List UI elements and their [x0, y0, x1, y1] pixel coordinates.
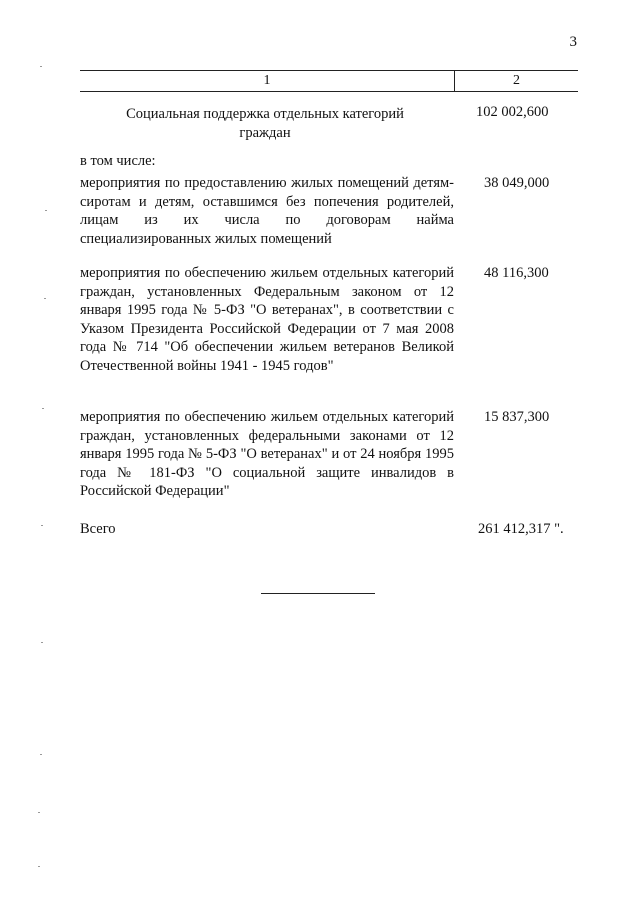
scan-dot — [42, 408, 44, 409]
scan-dot — [38, 812, 40, 813]
scan-dot — [45, 210, 47, 211]
scan-dot — [38, 866, 40, 867]
table-row: мероприятия по предоставлению жилых помещений детям-сиротам и детям, оставшимся без попечения родителей, лицам из их числа по договорам найма специализированных жилых помещений — [80, 175, 454, 247]
including-label: в том числе: — [80, 153, 156, 169]
footer-line — [261, 593, 375, 594]
table-header — [80, 70, 578, 92]
scan-dot — [41, 525, 43, 526]
scan-dot — [44, 298, 46, 299]
total-label: Всего — [80, 521, 116, 537]
page-number: 3 — [569, 34, 577, 50]
scan-dot — [41, 642, 43, 643]
table-row-value: 38 049,000 — [484, 175, 550, 191]
table-row-value: 48 116,300 — [484, 265, 549, 281]
section-heading-value: 102 002,600 — [476, 104, 549, 120]
table-row-value: 15 837,300 — [484, 409, 550, 425]
table-row: мероприятия по обеспечению жильем отдельных категорий граждан, установленных Федеральным законом от 12 января 1995 года № 5-ФЗ "О ветеранах", в соответствии с Указом Президента Российской Федерации от 7 мая 2008 года № 714 "Об обеспечении жильем ветеранов Великой Отечественной войны 1941 - 1945 годов" — [80, 265, 454, 374]
section-heading: Социальная поддержка отдельных категорий граждан — [126, 106, 404, 141]
scan-dot — [40, 754, 42, 755]
scan-dot — [40, 66, 42, 67]
total-value: 261 412,317 ". — [478, 521, 564, 537]
column-2-number: 2 — [513, 73, 520, 88]
table-row: мероприятия по обеспечению жильем отдельных категорий граждан, установленных федеральными законами от 12 января 1995 года № 5-ФЗ "О ветеранах" и от 24 ноября 1995 года № 181-ФЗ "О социальной защите инвалидов в Российской Федерации" — [80, 409, 454, 499]
column-1-number: 1 — [263, 73, 271, 88]
